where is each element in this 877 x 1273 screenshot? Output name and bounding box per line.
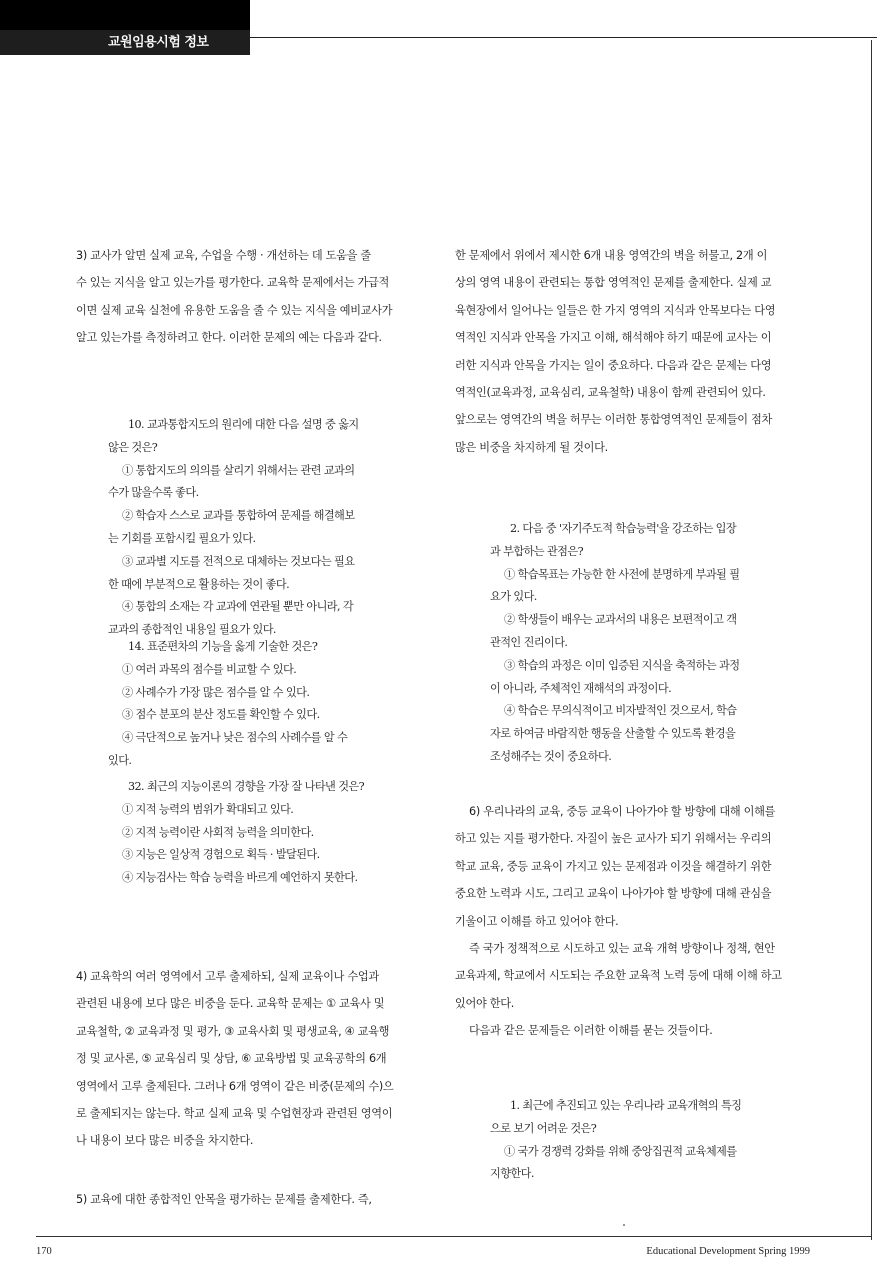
question-stem: 않은 것은? [108, 440, 158, 454]
text-line: 수 있는 지식을 알고 있는가를 평가한다. 교육학 문제에서는 가급적 [76, 276, 389, 290]
paragraph-4 [76, 963, 428, 1155]
text-line: 6) 우리나라의 교육, 중등 교육이 나아가야 할 방향에 대해 이해를 [469, 805, 776, 818]
journal-title: Educational Development Spring 1999 [646, 1246, 810, 1257]
paragraph-5-continued [455, 242, 810, 461]
page-number: 170 [36, 1246, 52, 1257]
text-line: 한 문제에서 위에서 제시한 6개 내용 영역간의 벽을 허물고, 2개 이 [455, 249, 768, 262]
option-1: ① 여러 과목의 점수를 비교할 수 있다. [122, 662, 297, 676]
option-3: ③ 지능은 일상적 경험으로 획득 · 발달된다. [122, 848, 320, 862]
option-text: 관적인 진리이다. [490, 635, 568, 649]
option-4: ④ 지능검사는 학습 능력을 바르게 예언하지 못한다. [122, 871, 358, 885]
option-1: ① 지적 능력의 범위가 확대되고 있다. [122, 802, 294, 816]
option-4: ④ 극단적으로 높거나 낮은 점수의 사례수를 알 수 [122, 731, 348, 745]
option-1: ① 통합지도의 의의를 살리기 위해서는 관련 교과의 [122, 463, 355, 477]
exam-question-2 [490, 518, 790, 769]
text-line: 로 출제되지는 않는다. 학교 실제 교육 및 수업현장과 관련된 영역이 [76, 1107, 393, 1121]
option-2: ② 학생들이 배우는 교과서의 내용은 보편적이고 객 [504, 613, 737, 627]
question-stem: 과 부합하는 관점은? [490, 544, 583, 558]
paragraph-6 [455, 798, 810, 1045]
option-3: ③ 학습의 과정은 이미 입증된 지식을 축적하는 과정 [504, 658, 740, 672]
option-4: ④ 통합의 소재는 각 교과에 연관될 뿐만 아니라, 각 [122, 600, 354, 614]
text-line: 교육철학, ② 교육과정 및 평가, ③ 교육사회 및 평생교육, ④ 교육행 [76, 1024, 390, 1038]
option-text: 는 기회를 포함시킬 필요가 있다. [108, 531, 256, 545]
text-line: 역적인 지식과 안목을 가지고 이해, 해석해야 하기 때문에 교사는 이 [455, 331, 772, 345]
exam-question-10 [108, 414, 398, 642]
exam-question-1 [490, 1095, 790, 1186]
option-text: 이 아니라, 주체적인 재해석의 과정이다. [490, 681, 672, 695]
text-line: 많은 비중을 차지하게 될 것이다. [455, 440, 608, 454]
paragraph-5 [76, 1186, 428, 1213]
text-line: 4) 교육학의 여러 영역에서 고루 출제하되, 실제 교육이나 수업과 [76, 970, 379, 983]
footer-rule [36, 1236, 871, 1237]
option-text: 자로 하여금 바람직한 행동을 산출할 수 있도록 환경을 [490, 727, 736, 741]
option-text: 요가 있다. [490, 590, 537, 604]
option-text: 있다. [108, 753, 132, 767]
text-line: 나 내용이 보다 많은 비중을 차지한다. [76, 1134, 254, 1148]
text-line: 앞으로는 영역간의 벽을 허무는 이러한 통합영역적인 문제들이 점차 [455, 413, 772, 427]
question-stem: 32. 최근의 지능이론의 경향을 가장 잘 나타낸 것은? [128, 780, 365, 793]
text-line: 3) 교사가 알면 실제 교육, 수업을 수행 · 개선하는 데 도움을 줄 [76, 249, 371, 262]
option-3: ③ 교과별 지도를 전적으로 대체하는 것보다는 필요 [122, 554, 355, 568]
print-speck [623, 1224, 625, 1226]
option-text: 지향한다. [490, 1167, 534, 1181]
text-line: 관련된 내용에 보다 많은 비중을 둔다. 교육학 문제는 ① 교육사 및 [76, 997, 385, 1011]
option-4: ④ 학습은 무의식적이고 비자발적인 것으로서, 학습 [504, 704, 737, 718]
exam-question-14 [108, 636, 398, 773]
option-2: ② 학습자 스스로 교과를 통합하여 문제를 해결해보 [122, 509, 355, 523]
question-stem: 2. 다음 중 '자기주도적 학습능력'을 강조하는 입장 [510, 522, 737, 535]
exam-question-32 [108, 776, 408, 890]
text-line: 즉 국가 정책적으로 시도하고 있는 교육 개혁 방향이나 정책, 현안 [469, 942, 775, 956]
text-line: 정 및 교사론, ⑤ 교육심리 및 상담, ⑥ 교육방법 및 교육공학의 6개 [76, 1052, 387, 1066]
option-text: 수가 많을수록 좋다. [108, 486, 199, 500]
option-2: ② 지적 능력이란 사회적 능력을 의미한다. [122, 825, 314, 839]
paragraph-3 [76, 242, 428, 352]
question-stem: 1. 최근에 추진되고 있는 우리나라 교육개혁의 특징 [510, 1099, 742, 1112]
option-text: 한 때에 부분적으로 활용하는 것이 좋다. [108, 577, 290, 591]
option-1: ① 국가 경쟁력 강화를 위해 중앙집권적 교육체제를 [504, 1144, 737, 1158]
text-line: 육현장에서 일어나는 일들은 한 가지 영역의 지식과 안목보다는 다영 [455, 303, 776, 317]
option-text: 조성해주는 것이 중요하다. [490, 749, 612, 763]
text-line: 역적인(교육과정, 교육심리, 교육철학) 내용이 함께 관련되어 있다. [455, 386, 766, 400]
text-line: 있어야 한다. [455, 996, 515, 1010]
text-line: 중요한 노력과 시도, 그리고 교육이 나아가야 할 방향에 대해 관심을 [455, 887, 772, 901]
section-header-label: 교원임용시험 정보 [0, 30, 250, 55]
text-line: 상의 영역 내용이 관련되는 통합 영역적인 문제를 출제한다. 실제 교 [455, 276, 772, 290]
text-line: 다음과 같은 문제들은 이러한 이해를 묻는 것들이다. [469, 1024, 713, 1038]
text-line: 영역에서 고루 출제된다. 그러나 6개 영역이 같은 비중(문제의 수)으 [76, 1079, 394, 1093]
text-line: 하고 있는 지를 평가한다. 자질이 높은 교사가 되기 위해서는 우리의 [455, 832, 772, 846]
header-rule [250, 37, 877, 38]
option-1: ① 학습목표는 가능한 한 사전에 분명하게 부과될 필 [504, 567, 740, 581]
text-line: 교육과제, 학교에서 시도되는 주요한 교육적 노력 등에 대해 이해 하고 [455, 969, 782, 983]
text-line: 알고 있는가를 측정하려고 한다. 이러한 문제의 예는 다음과 같다. [76, 331, 382, 345]
text-line: 기울이고 이해를 하고 있어야 한다. [455, 914, 619, 928]
text-line: 학교 교육, 중등 교육이 가지고 있는 문제점과 이것을 해결하기 위한 [455, 859, 772, 873]
question-stem: 으로 보기 어려운 것은? [490, 1121, 597, 1135]
right-margin-rule [871, 40, 872, 1240]
option-3: ③ 점수 분포의 분산 정도를 확인할 수 있다. [122, 708, 320, 722]
text-line: 러한 지식과 안목을 가지는 일이 중요하다. 다음과 같은 문제는 다영 [455, 358, 772, 372]
option-text: 교과의 종합적인 내용일 필요가 있다. [108, 623, 276, 637]
text-line: 이면 실제 교육 실천에 유용한 도움을 줄 수 있는 지식을 예비교사가 [76, 303, 393, 317]
question-stem: 10. 교과통합지도의 원리에 대한 다음 설명 중 옳지 [128, 418, 359, 431]
question-stem: 14. 표준편차의 기능을 옳게 기술한 것은? [128, 640, 318, 653]
text-line: 5) 교육에 대한 종합적인 안목을 평가하는 문제를 출제한다. 즉, [76, 1193, 372, 1206]
option-2: ② 사례수가 가장 많은 점수를 알 수 있다. [122, 685, 310, 699]
